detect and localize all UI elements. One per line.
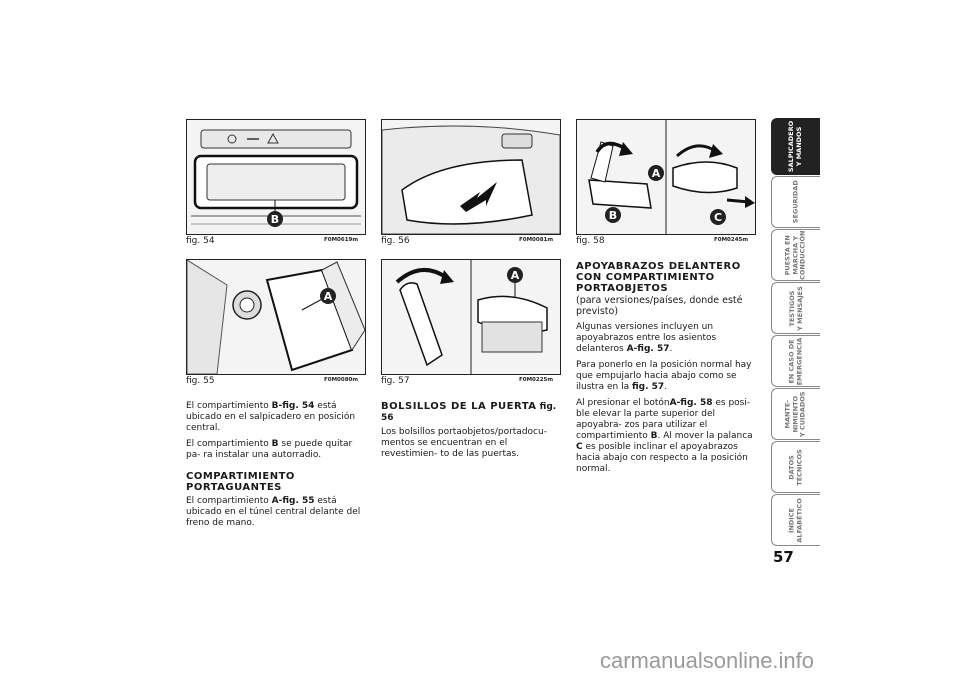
paragraph-1: Algunas versiones incluyen un apoyabrazos entre los asientos delanteros A-fig. 57. — [576, 322, 717, 354]
column-2-text — [381, 401, 559, 465]
fig-57-code: F0M0225m — [519, 377, 554, 383]
paragraph-3: Al presionar el botónA-fig. 58 es posi- ble elevar la parte superior del apoyabra- zos para utilizar el compartimiento B. Al mover la palanca C es posible inclinar el apoyabrazos hacia abajo con respecto a la posición normal. — [576, 398, 753, 474]
fig-57-caption: fig. 57 — [381, 376, 410, 386]
label-b: B — [270, 213, 280, 226]
label-a: A — [323, 290, 333, 303]
fig-55-code: F0M0080m — [324, 377, 359, 383]
figure-54-illustration — [187, 120, 365, 234]
column-1-text — [186, 401, 364, 534]
figure-55-illustration — [187, 260, 365, 374]
figure-54 — [186, 119, 366, 235]
label-c: C — [713, 211, 723, 224]
page-number: 57 — [773, 548, 794, 566]
fig-56-code: F0M0081m — [519, 237, 554, 243]
tab-puesta-en-marcha[interactable]: PUESTA EN MARCHA Y CONDUCCIÓN — [771, 229, 820, 281]
fig-58-caption: fig. 58 — [576, 236, 605, 246]
label-a: A — [651, 167, 661, 180]
availability-note: (para versiones/países, donde esté previsto) — [576, 295, 743, 317]
figure-57 — [381, 259, 561, 375]
label-b: B — [608, 209, 618, 222]
fig-56-caption: fig. 56 — [381, 236, 410, 246]
column-3-text — [576, 261, 754, 480]
figure-56-illustration — [382, 120, 560, 234]
tab-seguridad[interactable]: SEGURIDAD — [771, 176, 820, 228]
paragraph-3: El compartimiento A-fig. 55 está ubicado en el túnel central delante del freno de mano. — [186, 496, 361, 528]
tab-datos-tecnicos[interactable]: DATOS TÉCNICOS — [771, 441, 820, 493]
paragraph-1: El compartimiento B-fig. 54 está ubicado en el salpicadero en posición central. — [186, 401, 356, 433]
figure-56 — [381, 119, 561, 235]
fig-54-code: F0M0619m — [324, 237, 359, 243]
heading-portaguantes: COMPARTIMIENTO PORTAGUANTES — [186, 471, 295, 493]
paragraph-2: Para ponerlo en la posición normal hay que empujarlo hacia abajo como se ilustra en la fig. 57. — [576, 360, 752, 392]
fig-54-caption: fig. 54 — [186, 236, 215, 246]
tab-mantenimiento[interactable]: MANTE- NIMIENTO Y CUIDADOS — [771, 388, 820, 440]
tab-testigos[interactable]: TESTIGOS Y MENSAJES — [771, 282, 820, 334]
tab-salpicadero[interactable]: SALPICADERO Y MANDOS — [771, 118, 820, 175]
paragraph-bolsillos: Los bolsillos portaobjetos/portadocu- mentos se encuentran en el revestimien- to de las puertas. — [381, 427, 547, 459]
heading-apoyabrazos: APOYABRAZOS DELANTERO CON COMPARTIMIENTO PORTAOBJETOS — [576, 261, 741, 294]
figure-55 — [186, 259, 366, 375]
tab-indice[interactable]: ÍNDICE ALFABÉTICO — [771, 494, 820, 546]
fig-58-code: F0M0245m — [714, 237, 749, 243]
paragraph-2: El compartimiento B se puede quitar pa- ra instalar una autorradio. — [186, 439, 353, 460]
fig-55-caption: fig. 55 — [186, 376, 215, 386]
figure-58 — [576, 119, 756, 235]
watermark: carmanualsonline.info — [600, 648, 815, 673]
heading-bolsillos: BOLSILLOS DE LA PUERTA fig. 56 — [381, 401, 557, 423]
figure-57-illustration — [382, 260, 560, 374]
figure-58-illustration — [577, 120, 755, 234]
label-a: A — [510, 269, 520, 282]
tab-emergencia[interactable]: EN CASO DE EMERGENCIA — [771, 335, 820, 387]
